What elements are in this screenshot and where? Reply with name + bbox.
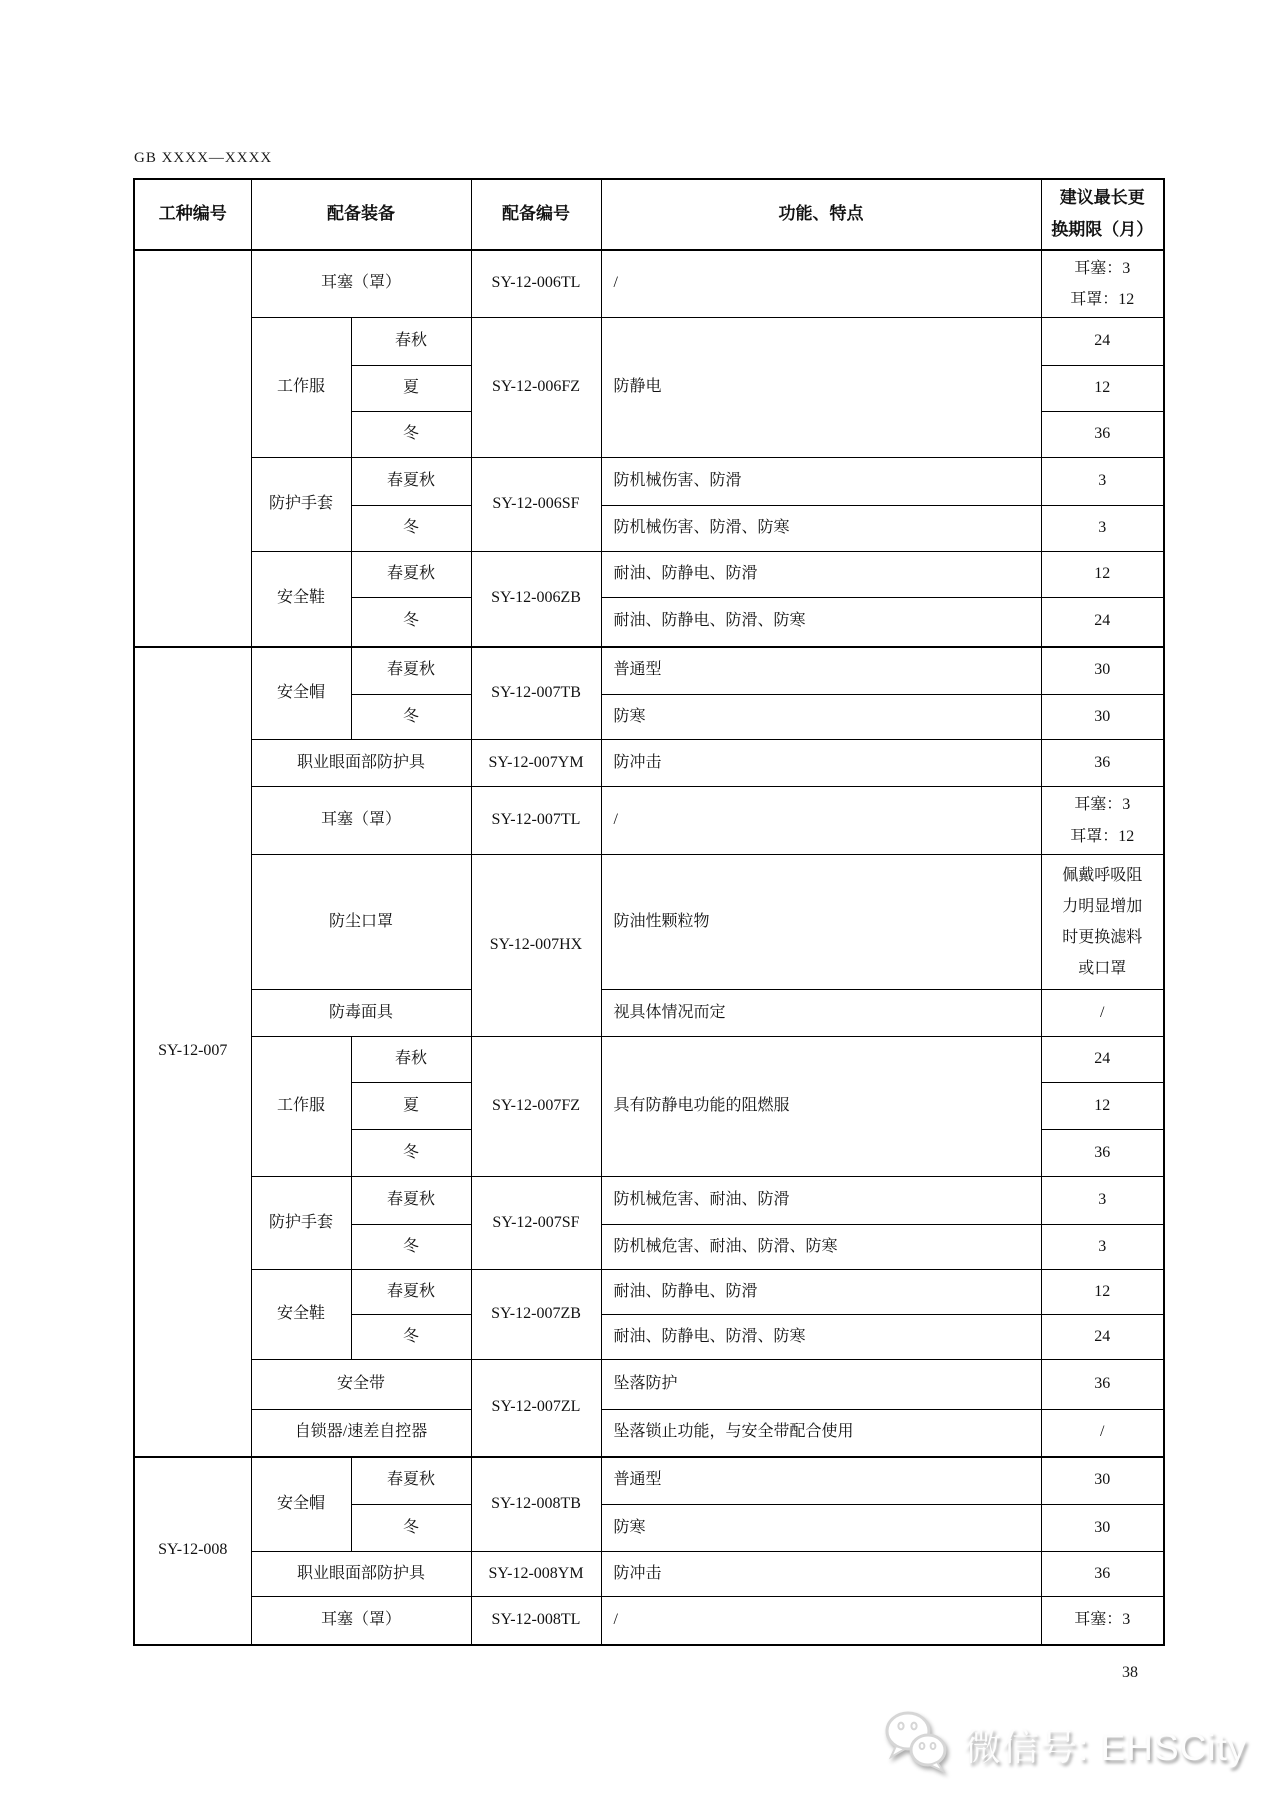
- table-cell: 冬: [351, 412, 471, 458]
- table-cell: 耐油、防静电、防滑: [601, 1270, 1041, 1315]
- table-cell: SY-12-007TB: [471, 647, 601, 740]
- table-cell: 30: [1041, 1505, 1164, 1552]
- table-cell: 防毒面具: [251, 990, 471, 1037]
- table-cell: 3: [1041, 458, 1164, 506]
- table-cell: SY-12-006ZB: [471, 552, 601, 647]
- table-cell: 冬: [351, 506, 471, 552]
- table-cell: 冬: [351, 1505, 471, 1552]
- table-cell: 春夏秋: [351, 458, 471, 506]
- table-cell: 36: [1041, 412, 1164, 458]
- table-cell: 安全帽: [251, 647, 351, 740]
- table-cell: SY-12-007TL: [471, 787, 601, 855]
- header-cell: 配备编号: [471, 179, 601, 250]
- table-cell: 3: [1041, 1225, 1164, 1270]
- table-cell: 防静电: [601, 318, 1041, 458]
- table-cell: 耐油、防静电、防滑: [601, 552, 1041, 598]
- header-cell: 工种编号: [134, 179, 251, 250]
- table-cell: 冬: [351, 1225, 471, 1270]
- table-cell: 防机械伤害、防滑、防寒: [601, 506, 1041, 552]
- table-cell: 3: [1041, 1177, 1164, 1225]
- table-cell: 36: [1041, 1130, 1164, 1177]
- table-cell: 12: [1041, 552, 1164, 598]
- table-cell: 安全鞋: [251, 552, 351, 647]
- table-cell: 防机械伤害、防滑: [601, 458, 1041, 506]
- table-cell: 工作服: [251, 318, 351, 458]
- table-cell: 24: [1041, 318, 1164, 366]
- table-cell: 24: [1041, 1315, 1164, 1360]
- table-cell: 安全鞋: [251, 1270, 351, 1360]
- table-cell: 冬: [351, 695, 471, 740]
- table-cell: 耳塞（罩）: [251, 250, 471, 318]
- header-cell: 配备装备: [251, 179, 471, 250]
- table-cell: 36: [1041, 740, 1164, 787]
- table-cell: /: [601, 787, 1041, 855]
- table-cell: SY-12-007FZ: [471, 1037, 601, 1177]
- doc-code: GB XXXX—XXXX: [134, 150, 273, 166]
- table-cell: 防油性颗粒物: [601, 855, 1041, 990]
- table-cell: 安全带: [251, 1360, 471, 1410]
- header-cell: 功能、特点: [601, 179, 1041, 250]
- table-cell: 安全帽: [251, 1457, 351, 1552]
- table-cell: SY-12-008YM: [471, 1552, 601, 1597]
- table-cell: 普通型: [601, 647, 1041, 695]
- table-cell: 防寒: [601, 1505, 1041, 1552]
- table-cell: SY-12-006SF: [471, 458, 601, 552]
- table-cell: 24: [1041, 1037, 1164, 1083]
- table-cell: /: [601, 250, 1041, 318]
- table-cell: 春夏秋: [351, 552, 471, 598]
- table-cell: SY-12-007HX: [471, 855, 601, 1037]
- table-cell: 防寒: [601, 695, 1041, 740]
- watermark: [882, 1708, 1247, 1779]
- table-cell: 30: [1041, 695, 1164, 740]
- ppe-table: [133, 178, 1165, 1646]
- table-cell: SY-12-007ZL: [471, 1360, 601, 1457]
- table-cell: 具有防静电功能的阻燃服: [601, 1037, 1041, 1177]
- table-cell: 冬: [351, 1130, 471, 1177]
- table-cell: /: [1041, 990, 1164, 1037]
- table-cell: SY-12-006TL: [471, 250, 601, 318]
- table-cell: 自锁器/速差自控器: [251, 1410, 471, 1457]
- table-cell: 春秋: [351, 1037, 471, 1083]
- table-cell: SY-12-007: [134, 647, 251, 1457]
- table-cell: 耳塞（罩）: [251, 1597, 471, 1645]
- table-cell: 36: [1041, 1360, 1164, 1410]
- table-cell: SY-12-007ZB: [471, 1270, 601, 1360]
- table-cell: 12: [1041, 1270, 1164, 1315]
- table-cell: 耐油、防静电、防滑、防寒: [601, 1315, 1041, 1360]
- page-number: 38: [1122, 1664, 1138, 1681]
- table-cell: 春秋: [351, 318, 471, 366]
- table-cell: 36: [1041, 1552, 1164, 1597]
- table-cell: SY-12-007SF: [471, 1177, 601, 1270]
- table-cell: 职业眼面部防护具: [251, 740, 471, 787]
- table-cell: 耳塞：3 耳罩：12: [1041, 787, 1164, 855]
- table-cell: 春夏秋: [351, 1457, 471, 1505]
- table-cell: 30: [1041, 1457, 1164, 1505]
- table-cell: 30: [1041, 647, 1164, 695]
- table-cell: 3: [1041, 506, 1164, 552]
- table-cell: 职业眼面部防护具: [251, 1552, 471, 1597]
- table-cell: 防护手套: [251, 1177, 351, 1270]
- table-cell: 防尘口罩: [251, 855, 471, 990]
- table-cell: 坠落防护: [601, 1360, 1041, 1410]
- table-cell: /: [601, 1597, 1041, 1645]
- table-cell: 防机械危害、耐油、防滑: [601, 1177, 1041, 1225]
- table-cell: 耳塞（罩）: [251, 787, 471, 855]
- table-cell: 夏: [351, 1083, 471, 1130]
- table-cell: 工作服: [251, 1037, 351, 1177]
- table-cell: 佩戴呼吸阻 力明显增加 时更换滤料 或口罩: [1041, 855, 1164, 990]
- table-cell: 防护手套: [251, 458, 351, 552]
- table-cell: 夏: [351, 366, 471, 412]
- table-cell: 冬: [351, 598, 471, 647]
- table-cell: SY-12-006FZ: [471, 318, 601, 458]
- table-cell: 12: [1041, 366, 1164, 412]
- table-cell: 防冲击: [601, 740, 1041, 787]
- header-cell: 建议最长更 换期限（月）: [1041, 179, 1164, 250]
- table-cell: 耳塞：3: [1041, 1597, 1164, 1645]
- table-cell: 防冲击: [601, 1552, 1041, 1597]
- table-cell: SY-12-008TL: [471, 1597, 601, 1645]
- watermark-text: 微信号: EHSCity: [964, 1726, 1248, 1768]
- table-cell: 12: [1041, 1083, 1164, 1130]
- table-cell: 视具体情况而定: [601, 990, 1041, 1037]
- table-cell: 耐油、防静电、防滑、防寒: [601, 598, 1041, 647]
- table-cell: SY-12-008: [134, 1457, 251, 1645]
- table-cell: 普通型: [601, 1457, 1041, 1505]
- table-cell: 春夏秋: [351, 1177, 471, 1225]
- table-cell: 坠落锁止功能，与安全带配合使用: [601, 1410, 1041, 1457]
- table-cell: [134, 250, 251, 647]
- table-cell: 24: [1041, 598, 1164, 647]
- table-cell: 冬: [351, 1315, 471, 1360]
- table-cell: 防机械危害、耐油、防滑、防寒: [601, 1225, 1041, 1270]
- table-cell: 耳塞：3 耳罩：12: [1041, 250, 1164, 318]
- table-cell: SY-12-007YM: [471, 740, 601, 787]
- table-cell: 春夏秋: [351, 1270, 471, 1315]
- wechat-icon: [882, 1708, 950, 1779]
- table-cell: 春夏秋: [351, 647, 471, 695]
- table-cell: /: [1041, 1410, 1164, 1457]
- table-cell: SY-12-008TB: [471, 1457, 601, 1552]
